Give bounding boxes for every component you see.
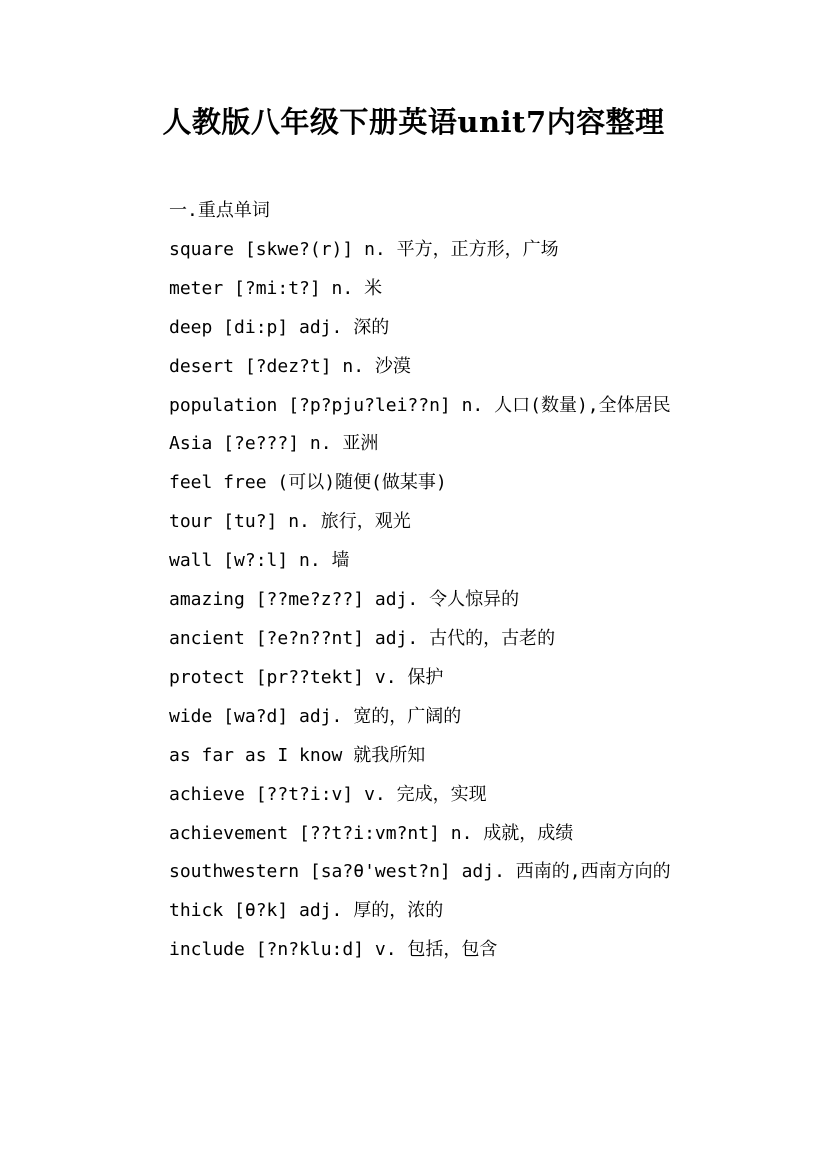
vocab-entry: as far as I know 就我所知 [169,744,426,766]
vocab-entry: desert [?dez?t] n. 沙漠 [169,355,411,377]
vocab-entry: amazing [??me?z??] adj. 令人惊异的 [169,589,520,611]
vocab-entry: southwestern [sa?θ'west?n] adj. 西南的,西南方向的 [169,861,671,883]
vocab-entry: deep [di:p] adj. 深的 [169,316,390,338]
vocab-entry: population [?p?pju?lei??n] n. 人口(数量),全体居民 [169,394,671,416]
vocab-entry: achievement [??t?i:vm?nt] n. 成就，成绩 [169,822,574,844]
vocab-entry: feel free (可以)随便(做某事) [169,472,447,494]
vocab-entry: achieve [??t?i:v] v. 完成，实现 [169,783,487,805]
vocab-entry: meter [?mi:t?] n. 米 [169,277,383,299]
vocab-entry: include [?n?klu:d] v. 包括，包含 [169,939,498,961]
vocab-entry: square [skwe?(r)] n. 平方，正方形，广场 [169,238,559,260]
vocab-entry: wide [wa?d] adj. 宽的，广阔的 [169,705,462,727]
document-title: 人教版八年级下册英语unit7内容整理 [162,105,665,139]
vocab-entry: protect [pr??tekt] v. 保护 [169,666,444,688]
vocab-entry: Asia [?e???] n. 亚洲 [169,433,379,455]
vocab-entry: wall [w?:l] n. 墙 [169,550,350,572]
vocabulary-list [128,192,708,970]
vocab-entry: tour [tu?] n. 旅行，观光 [169,511,411,533]
vocab-entry: thick [θ?k] adj. 厚的，浓的 [169,900,444,922]
vocab-entry: ancient [?e?n??nt] adj. 古代的，古老的 [169,627,556,649]
section-heading: 一.重点单词 [169,200,270,221]
